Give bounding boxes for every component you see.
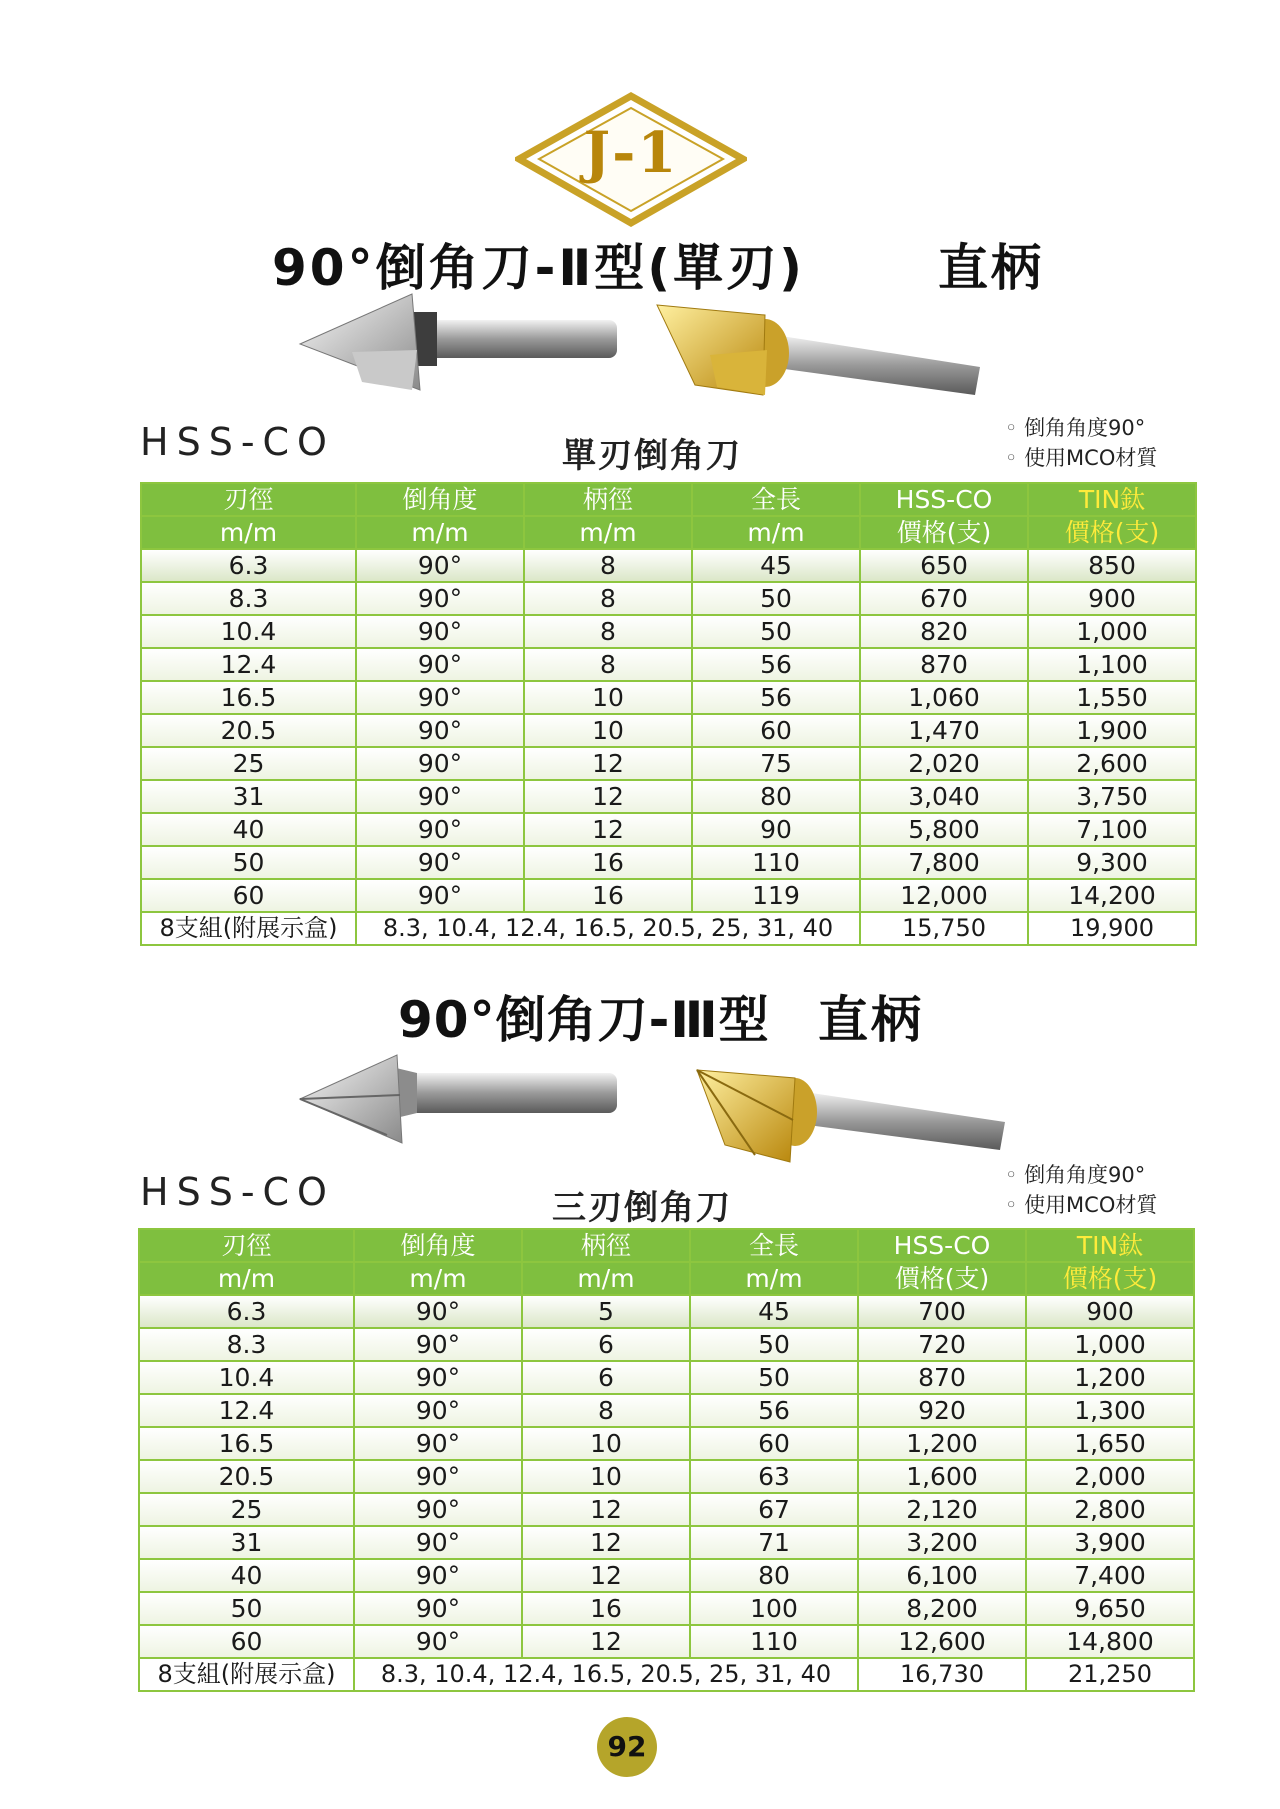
table-cell: 1,060 [860, 681, 1028, 714]
header-cell: m/m [690, 1262, 858, 1295]
table-cell: 3,900 [1026, 1526, 1194, 1559]
header-row-top [141, 483, 1196, 516]
table-cell: 5,800 [860, 813, 1028, 846]
table-row [141, 615, 1196, 648]
table-row [141, 780, 1196, 813]
table-row [139, 1295, 1194, 1328]
section2-notes [1005, 1160, 1157, 1220]
table-cell: 90° [356, 582, 524, 615]
table-row [141, 846, 1196, 879]
header-cell: m/m [692, 516, 860, 549]
section1-subtitle: 單刃倒角刀 [562, 436, 742, 476]
table-cell: 60 [141, 879, 356, 912]
table-cell: 870 [858, 1361, 1026, 1394]
table-cell: 90° [356, 549, 524, 582]
set-label: 8支組(附展示盒) [139, 1658, 354, 1691]
table-row [139, 1394, 1194, 1427]
table-cell: 12 [524, 780, 692, 813]
table-row [139, 1427, 1194, 1460]
table-cell: 40 [139, 1559, 354, 1592]
table-row [139, 1526, 1194, 1559]
table-cell: 90° [354, 1526, 522, 1559]
section2-title-suffix: 直柄 [818, 991, 924, 1049]
table-cell: 670 [860, 582, 1028, 615]
table-cell: 90° [354, 1493, 522, 1526]
header-cell: 價格(支) [1026, 1262, 1194, 1295]
table-cell: 90° [354, 1361, 522, 1394]
table-cell: 50 [692, 582, 860, 615]
table-row [141, 681, 1196, 714]
table-cell: 3,200 [858, 1526, 1026, 1559]
table-cell: 12 [522, 1493, 690, 1526]
table-cell: 1,900 [1028, 714, 1196, 747]
section2-price-table [138, 1228, 1195, 1692]
table-row [141, 879, 1196, 912]
table-cell: 8 [522, 1394, 690, 1427]
table-cell: 3,750 [1028, 780, 1196, 813]
table-cell: 80 [690, 1559, 858, 1592]
table-cell: 50 [139, 1592, 354, 1625]
table-cell: 2,600 [1028, 747, 1196, 780]
table-cell: 9,300 [1028, 846, 1196, 879]
table-cell: 9,650 [1026, 1592, 1194, 1625]
set-sizes: 8.3, 10.4, 12.4, 16.5, 20.5, 25, 31, 40 [354, 1658, 858, 1691]
table-cell: 90° [354, 1394, 522, 1427]
header-cell: 柄徑 [524, 483, 692, 516]
section1-title: 90°倒角刀-Ⅱ型(單刃) [272, 239, 805, 297]
table-cell: 45 [690, 1295, 858, 1328]
table-cell: 20.5 [141, 714, 356, 747]
table-cell: 16 [524, 846, 692, 879]
table-cell: 90° [356, 615, 524, 648]
table-cell: 2,120 [858, 1493, 1026, 1526]
note-material: ◦ 使用MCO材質 [1005, 1190, 1157, 1220]
table-cell: 50 [141, 846, 356, 879]
table-cell: 7,100 [1028, 813, 1196, 846]
table-cell: 6.3 [141, 549, 356, 582]
table-cell: 12 [522, 1625, 690, 1658]
header-cell: 刃徑 [139, 1229, 354, 1262]
table-cell: 12.4 [141, 648, 356, 681]
table-cell: 110 [692, 846, 860, 879]
table-cell: 50 [690, 1328, 858, 1361]
table-cell: 700 [858, 1295, 1026, 1328]
page-number: 92 [597, 1717, 657, 1777]
table-cell: 850 [1028, 549, 1196, 582]
table-row [139, 1559, 1194, 1592]
section2-title: 90°倒角刀-Ⅲ型 [398, 991, 770, 1049]
table-cell: 90° [354, 1625, 522, 1658]
set-label: 8支組(附展示盒) [141, 912, 356, 945]
table-cell: 12,000 [860, 879, 1028, 912]
table-cell: 16.5 [141, 681, 356, 714]
header-cell: m/m [356, 516, 524, 549]
table-cell: 10 [524, 714, 692, 747]
section1-price-table [140, 482, 1197, 946]
header-cell: 全長 [692, 483, 860, 516]
table-cell: 1,300 [1026, 1394, 1194, 1427]
header-cell: 價格(支) [858, 1262, 1026, 1295]
table-cell: 63 [690, 1460, 858, 1493]
table-row [141, 648, 1196, 681]
table-row [139, 1625, 1194, 1658]
table-cell: 90° [354, 1295, 522, 1328]
table-cell: 60 [692, 714, 860, 747]
table-cell: 71 [690, 1526, 858, 1559]
table-cell: 50 [692, 615, 860, 648]
header-cell: TIN鈦 [1028, 483, 1196, 516]
table-row [141, 714, 1196, 747]
table-cell: 56 [690, 1394, 858, 1427]
table-cell: 31 [139, 1526, 354, 1559]
table-cell: 25 [139, 1493, 354, 1526]
single-flute-gold-tool-image [655, 295, 985, 415]
table-cell: 2,800 [1026, 1493, 1194, 1526]
table-cell: 14,200 [1028, 879, 1196, 912]
table-cell: 7,800 [860, 846, 1028, 879]
table-cell: 16 [522, 1592, 690, 1625]
header-cell: m/m [139, 1262, 354, 1295]
table-cell: 45 [692, 549, 860, 582]
table-cell: 90° [354, 1328, 522, 1361]
header-cell: 全長 [690, 1229, 858, 1262]
header-cell: m/m [522, 1262, 690, 1295]
section1-title-suffix: 直柄 [938, 239, 1044, 297]
table-cell: 10.4 [139, 1361, 354, 1394]
table-cell: 90° [354, 1427, 522, 1460]
table-cell: 7,400 [1026, 1559, 1194, 1592]
table-cell: 8 [524, 648, 692, 681]
table-cell: 10 [524, 681, 692, 714]
badge-text: J-1 [583, 120, 679, 186]
table-cell: 56 [692, 681, 860, 714]
table-cell: 1,200 [858, 1427, 1026, 1460]
table-cell: 6.3 [139, 1295, 354, 1328]
table-row [139, 1361, 1194, 1394]
table-cell: 10 [522, 1427, 690, 1460]
header-cell: m/m [141, 516, 356, 549]
table-row [139, 1493, 1194, 1526]
table-cell: 12 [522, 1559, 690, 1592]
table-cell: 56 [692, 648, 860, 681]
header-cell: 價格(支) [860, 516, 1028, 549]
section1-table-body [141, 483, 1196, 945]
table-cell: 90° [356, 747, 524, 780]
table-cell: 60 [690, 1427, 858, 1460]
table-cell: 90° [356, 648, 524, 681]
table-cell: 1,000 [1028, 615, 1196, 648]
table-cell: 12.4 [139, 1394, 354, 1427]
table-cell: 6 [522, 1361, 690, 1394]
table-cell: 1,000 [1026, 1328, 1194, 1361]
table-cell: 90° [356, 681, 524, 714]
table-cell: 75 [692, 747, 860, 780]
table-cell: 1,650 [1026, 1427, 1194, 1460]
header-cell: 刃徑 [141, 483, 356, 516]
note-material: ◦ 使用MCO材質 [1005, 443, 1157, 473]
table-cell: 12 [524, 747, 692, 780]
header-cell: 倒角度 [354, 1229, 522, 1262]
table-cell: 8 [524, 549, 692, 582]
set-tin-price: 19,900 [1028, 912, 1196, 945]
header-cell: HSS-CO [858, 1229, 1026, 1262]
table-cell: 90° [354, 1592, 522, 1625]
table-cell: 12,600 [858, 1625, 1026, 1658]
table-cell: 1,550 [1028, 681, 1196, 714]
table-row [141, 747, 1196, 780]
table-cell: 90° [356, 714, 524, 747]
set-row [141, 912, 1196, 945]
set-hss-price: 15,750 [860, 912, 1028, 945]
table-cell: 110 [690, 1625, 858, 1658]
table-cell: 870 [860, 648, 1028, 681]
table-cell: 6 [522, 1328, 690, 1361]
table-cell: 6,100 [858, 1559, 1026, 1592]
header-row-top [139, 1229, 1194, 1262]
header-cell: 倒角度 [356, 483, 524, 516]
header-row-units [139, 1262, 1194, 1295]
table-cell: 67 [690, 1493, 858, 1526]
table-cell: 14,800 [1026, 1625, 1194, 1658]
table-cell: 90° [354, 1559, 522, 1592]
header-cell: 價格(支) [1028, 516, 1196, 549]
table-cell: 31 [141, 780, 356, 813]
table-cell: 720 [858, 1328, 1026, 1361]
table-cell: 8 [524, 615, 692, 648]
set-sizes: 8.3, 10.4, 12.4, 16.5, 20.5, 25, 31, 40 [356, 912, 860, 945]
table-cell: 119 [692, 879, 860, 912]
table-cell: 16.5 [139, 1427, 354, 1460]
table-row [139, 1460, 1194, 1493]
table-cell: 8,200 [858, 1592, 1026, 1625]
table-cell: 8.3 [139, 1328, 354, 1361]
section2-subtitle: 三刃倒角刀 [552, 1188, 732, 1228]
section1-material: HSS-CO [140, 420, 335, 464]
note-angle: ◦ 倒角角度90° [1005, 1160, 1157, 1190]
table-cell: 90° [356, 879, 524, 912]
three-flute-silver-tool-image [292, 1035, 622, 1155]
table-cell: 1,100 [1028, 648, 1196, 681]
set-hss-price: 16,730 [858, 1658, 1026, 1691]
table-cell: 12 [524, 813, 692, 846]
table-cell: 90 [692, 813, 860, 846]
table-cell: 90° [354, 1460, 522, 1493]
section2-material: HSS-CO [140, 1170, 335, 1214]
table-cell: 90° [356, 813, 524, 846]
table-cell: 40 [141, 813, 356, 846]
table-row [139, 1592, 1194, 1625]
table-cell: 50 [690, 1361, 858, 1394]
header-cell: TIN鈦 [1026, 1229, 1194, 1262]
table-cell: 2,020 [860, 747, 1028, 780]
table-cell: 90° [356, 846, 524, 879]
table-cell: 100 [690, 1592, 858, 1625]
header-row-units [141, 516, 1196, 549]
section1-notes [1005, 413, 1157, 473]
table-cell: 25 [141, 747, 356, 780]
table-cell: 1,200 [1026, 1361, 1194, 1394]
table-cell: 16 [524, 879, 692, 912]
table-cell: 12 [522, 1526, 690, 1559]
table-cell: 60 [139, 1625, 354, 1658]
table-cell: 900 [1026, 1295, 1194, 1328]
table-cell: 1,600 [858, 1460, 1026, 1493]
table-cell: 20.5 [139, 1460, 354, 1493]
set-tin-price: 21,250 [1026, 1658, 1194, 1691]
note-angle: ◦ 倒角角度90° [1005, 413, 1157, 443]
table-cell: 3,040 [860, 780, 1028, 813]
table-row [141, 549, 1196, 582]
header-cell: 柄徑 [522, 1229, 690, 1262]
single-flute-silver-tool-image [292, 282, 622, 402]
table-cell: 900 [1028, 582, 1196, 615]
table-cell: 920 [858, 1394, 1026, 1427]
header-cell: m/m [354, 1262, 522, 1295]
header-cell: HSS-CO [860, 483, 1028, 516]
set-row [139, 1658, 1194, 1691]
table-cell: 90° [356, 780, 524, 813]
table-cell: 650 [860, 549, 1028, 582]
table-cell: 1,470 [860, 714, 1028, 747]
section2-table-body [139, 1229, 1194, 1691]
table-cell: 8 [524, 582, 692, 615]
header-cell: m/m [524, 516, 692, 549]
table-row [141, 582, 1196, 615]
three-flute-gold-tool-image [695, 1050, 1025, 1170]
table-row [139, 1328, 1194, 1361]
table-cell: 10.4 [141, 615, 356, 648]
table-cell: 8.3 [141, 582, 356, 615]
table-cell: 80 [692, 780, 860, 813]
table-cell: 820 [860, 615, 1028, 648]
table-cell: 10 [522, 1460, 690, 1493]
table-cell: 2,000 [1026, 1460, 1194, 1493]
table-cell: 5 [522, 1295, 690, 1328]
table-row [141, 813, 1196, 846]
